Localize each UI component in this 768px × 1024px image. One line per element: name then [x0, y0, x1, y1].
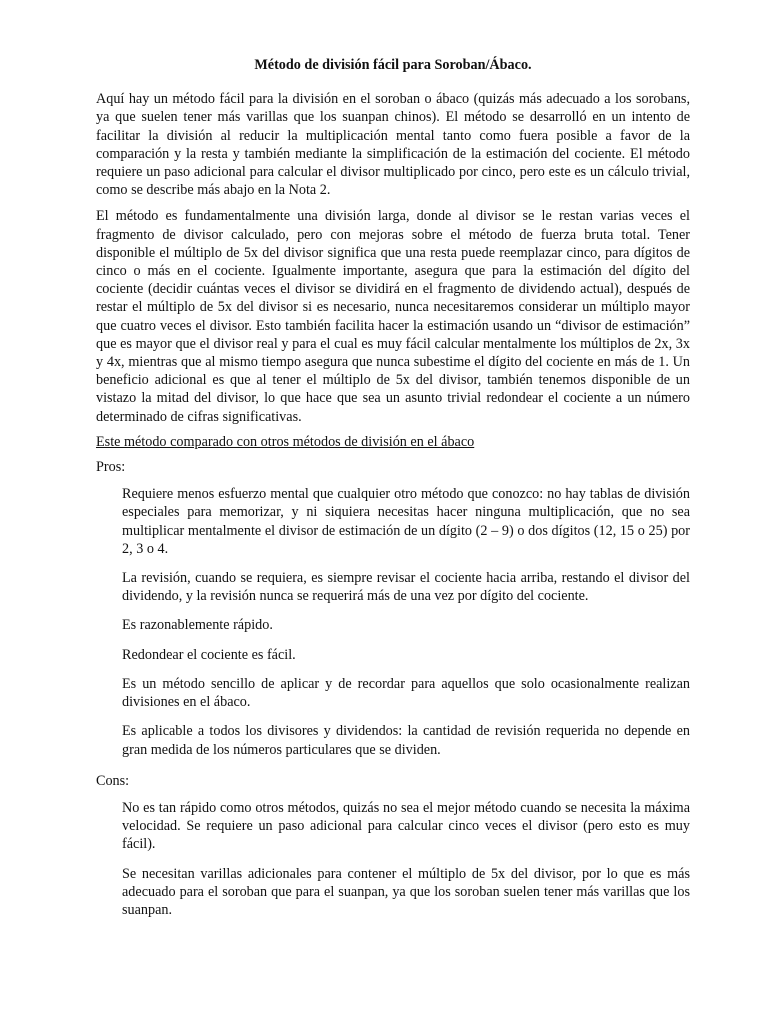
pros-item: Requiere menos esfuerzo mental que cualquier otro método que conozco: no hay tablas de división especiales para memorizar, y ni siquiera necesitas hacer ninguna multiplicación, que no sea multiplicar mentalmente el divisor de estimación de un dígito (2 – 9) o dos dígitos (12, 15 o 25) por 2, 3 o 4.: [122, 486, 690, 557]
cons-label: Cons:: [96, 772, 130, 789]
document-title: Método de división fácil para Soroban/Ábaco.: [254, 57, 532, 73]
pros-item: Redondear el cociente es fácil.: [122, 646, 296, 663]
intro-paragraph: Aquí hay un método fácil para la división en el soroban o ábaco (quizás más adecuado a los sorobans, ya que suelen tener más varillas que los suanpan chinos). El método se desarrolló en un intento de facilitar la división al reducir la multiplicación mental tanto como fuera posible a favor de la comparación y la resta y también mediante la simplificación de la estimación del cociente. El método requiere un paso adicional para calcular el divisor multiplicado por cinco, pero este es un cálculo trivial, como se describe más abajo en la Nota 2.: [96, 91, 690, 199]
cons-item: No es tan rápido como otros métodos, quizás no sea el mejor método cuando se necesita la máxima velocidad. Se requiere un paso adicional para calcular cinco veces el divisor (pero esto es muy fácil).: [122, 799, 690, 853]
pros-label: Pros:: [96, 459, 126, 476]
pros-item: La revisión, cuando se requiera, es siempre revisar el cociente hacia arriba, restando el divisor del dividendo, y la revisión nunca se requerirá más de una vez por dígito del cociente.: [122, 570, 690, 605]
cons-item: Se necesitan varillas adicionales para contener el múltiplo de 5x del divisor, por lo que es más adecuado para el soroban que para el suanpan, ya que los soroban suelen tener más varillas que los suanpan.: [122, 865, 690, 918]
method-paragraph: El método es fundamentalmente una división larga, donde al divisor se le restan varias veces el fragmento de divisor calculado, pero con mejoras sobre el método de fuerza bruta total. Tener disponible el múltiplo de 5x del divisor significa que una resta puede reemplazar cinco, para dígitos de cinco o más en el cociente. Igualmente importante, asegura que para la estimación del dígito del cociente (decidir cuántas veces el divisor se dividirá en el fragmento de dividendo actual), después de restar el múltiplo de 5x del divisor si es necesario, nunca necesitaremos considerar un múltiplo mayor que cuatro veces el divisor. Esto también facilita hacer la estimación usando un “divisor de estimación” que es mayor que el divisor real y para el cual es muy fácil calcular mentalmente los múltiplos de 2x, 3x y 4x, mientras que al mismo tiempo asegura que nunca subestime el dígito del cociente en más de 1. Un beneficio adicional es que al tener el múltiplo de 5x del divisor, también tenemos disponible de un vistazo la mitad del divisor, lo que hace que sea un asunto trivial redondear el cociente a un número determinado de cifras significativas.: [96, 208, 690, 425]
pros-item: Es un método sencillo de aplicar y de recordar para aquellos que solo ocasionalmente realizan divisiones en el ábaco.: [122, 675, 690, 711]
pros-item: Es aplicable a todos los divisores y dividendos: la cantidad de revisión requerida no depende en gran medida de los números particulares que se dividen.: [122, 723, 690, 758]
comparison-heading: Este método comparado con otros métodos de división en el ábaco: [96, 433, 475, 450]
pros-item: Es razonablemente rápido.: [122, 617, 273, 634]
